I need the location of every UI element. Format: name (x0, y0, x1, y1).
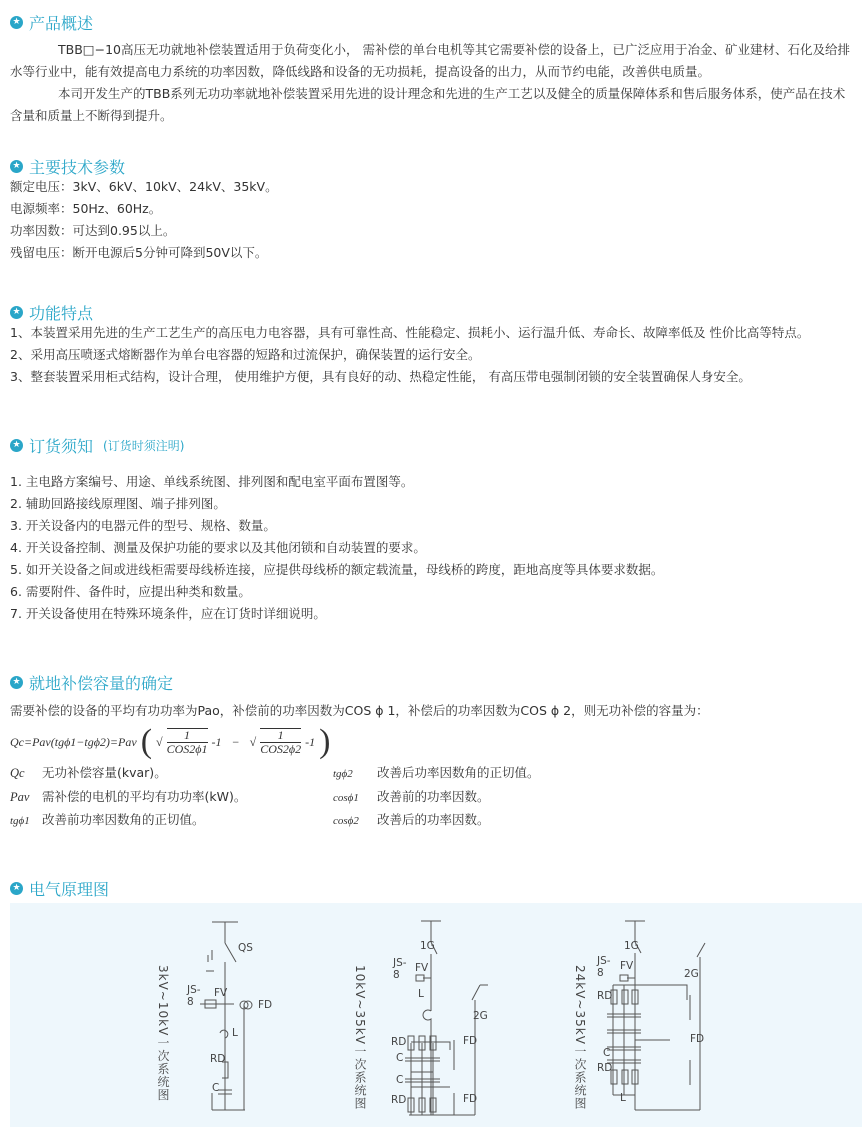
heading-schematic: ★ 电气原理图 (10, 877, 109, 900)
star-circle-icon: ★ (10, 160, 23, 173)
capacity-intro: 需要补偿的设备的平均有功功率为Pao，补偿前的功率因数为COS ϕ 1，补偿后的功率因数为COS ϕ 2，则无功补偿的容量为： (10, 703, 709, 718)
formula: Qc=Pav(tgϕ1−tgϕ2)=Pav ( √ 1 COS2ϕ1 -1 − √ 1 COS2ϕ2 -1 ) (10, 723, 331, 760)
star-circle-icon: ★ (10, 676, 23, 689)
overview-text: TBB□−10高压无功就地补偿装置适用于负荷变化小， 需补偿的单台电机等其它需要补偿的设备上，已广泛应用于冶金、矿业建材、石化及给排 水等行业中，能有效提高电力系统的功率因数，降低线路和设备的无功损耗，提高设备的出力，从而节约电能，改善供电质量。 本司开发生产的TBB系列无功功率就地补偿装置采用先进的设计理念和先进的生产工艺以及健全的质量保障体系和售后服务体系，使产品在技术 含量和质量上不断得到提升。 (10, 42, 850, 123)
heading-params: ★ 主要技术参数 (10, 155, 125, 178)
star-circle-icon: ★ (10, 16, 23, 29)
star-circle-icon: ★ (10, 439, 23, 452)
diagram-caption: 3kV~10kV一次系统图 (156, 965, 170, 1102)
features-list: 1、本装置采用先进的生产工艺生产的高压电力电容器，具有可靠性高、性能稳定、损耗小、运行温升低、寿命长、故障率低及 性价比高等特点。 2、采用高压喷逐式熔断器作为单台电容器的短路和过流保护，确保装置的运行安全。 3、整套装置采用柜式结构，设计合理， 使用维护方便，具有良好的动、热稳定性能， 有高压带电强制闭锁的安全装置确保人身安全。 (10, 325, 810, 384)
diagram-caption: 10kV~35kV一次系统图 (353, 965, 367, 1110)
heading-overview: ★ 产品概述 (10, 11, 93, 34)
diagram-24-35kv (607, 921, 705, 1110)
heading-ordering: ★ 订货须知 (订货时须注明) (10, 434, 184, 457)
ordering-list: 1. 主电路方案编号、用途、单线系统图、排列图和配电室平面布置图等。 2. 辅助回路接线原理图、端子排列图。 3. 开关设备内的电器元件的型号、规格、数量。 4. 开关设备控制、测量及保护功能的要求以及其他闭锁和自动装置的要求。 5. 如开关设备之间或进线柜需要母线桥连接，应提供母线桥的额定载流量，母线桥的跨度，距地高度等具体要求数据。 6. 需要附件、备件时，应提出种类和数量。 7. 开关设备使用在特殊环境条件，应在订货时详细说明。 (10, 474, 664, 621)
heading-features: ★ 功能特点 (10, 301, 93, 324)
diagram-caption: 24kV~35kV一次系统图 (573, 965, 587, 1110)
heading-capacity: ★ 就地补偿容量的确定 (10, 671, 173, 694)
params-list: 额定电压：3kV、6kV、10kV、24kV、35kV。 电源频率：50Hz、60Hz。 功率因数：可达到0.95以上。 残留电压：断开电源后5分钟可降到50V以下。 (10, 179, 278, 260)
star-circle-icon: ★ (10, 882, 23, 895)
star-circle-icon: ★ (10, 306, 23, 319)
